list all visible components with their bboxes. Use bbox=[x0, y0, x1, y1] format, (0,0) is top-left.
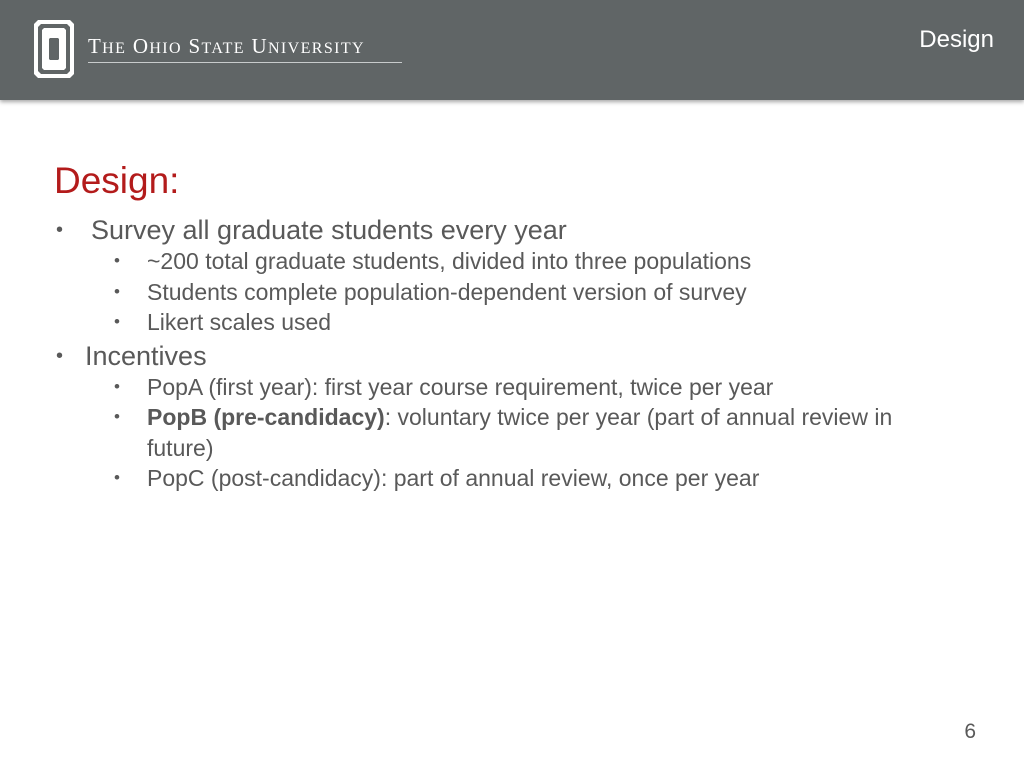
bullet-glyph: • bbox=[114, 281, 120, 301]
university-name-underline bbox=[88, 62, 402, 63]
bullet-text: Survey all graduate students every year bbox=[91, 215, 567, 245]
bold-label: PopB (pre-candidacy) bbox=[147, 404, 385, 430]
sub-bullet-text: ~200 total graduate students, divided into three populations bbox=[147, 248, 752, 274]
sub-bullet-text: PopC (post-candidacy): part of annual review, once per year bbox=[147, 465, 760, 491]
block-o-icon bbox=[34, 20, 74, 78]
bullet-glyph: • bbox=[114, 312, 120, 331]
sub-bullet-text: Likert scales used bbox=[147, 309, 332, 335]
sub-bullet-item bbox=[0, 277, 1024, 308]
sub-bullet-item bbox=[0, 246, 1024, 277]
bullet-text: Incentives bbox=[85, 340, 207, 371]
bullet-glyph: • bbox=[56, 344, 64, 367]
sub-bullet-text bbox=[147, 402, 957, 463]
slide-title: Design: bbox=[54, 160, 180, 201]
bullet-glyph: • bbox=[114, 468, 120, 487]
sub-bullet-item bbox=[0, 372, 1024, 403]
sub-bullet-item bbox=[0, 402, 1024, 463]
bullet-item bbox=[0, 340, 1024, 372]
bullet-item bbox=[0, 214, 1024, 246]
sub-bullet-text: Students complete population-dependent version of survey bbox=[147, 278, 747, 305]
bullet-glyph: • bbox=[56, 219, 64, 241]
university-name: THE OHIO STATE UNIVERSITY bbox=[88, 34, 365, 58]
slide-content bbox=[0, 214, 1024, 494]
bullet-glyph: • bbox=[114, 251, 120, 270]
label-rest: : voluntary twice per year (part of annual review in future) bbox=[147, 404, 893, 461]
slide-header bbox=[0, 0, 1024, 100]
section-label: Design bbox=[919, 26, 994, 53]
bullet-glyph: • bbox=[114, 376, 120, 396]
sub-bullet-text: PopA (first year): first year course requirement, twice per year bbox=[147, 373, 774, 400]
page-number: 6 bbox=[964, 720, 976, 743]
sub-bullet-item bbox=[0, 307, 1024, 338]
sub-bullet-item bbox=[0, 463, 1024, 494]
bullet-glyph: • bbox=[114, 407, 120, 426]
